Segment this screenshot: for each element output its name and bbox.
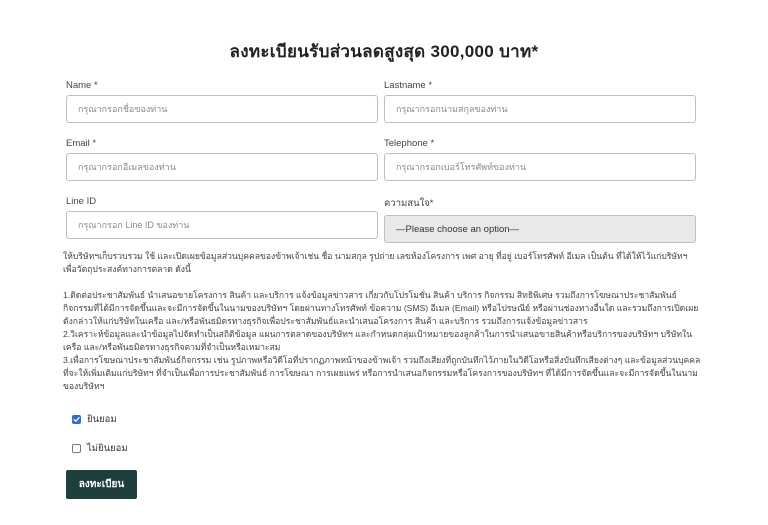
- lastname-field-group: [384, 80, 696, 123]
- disagree-option[interactable]: [72, 441, 128, 456]
- telephone-field-group: [384, 138, 696, 181]
- lastname-input[interactable]: กรุณากรอกนามสกุลของท่าน: [384, 95, 696, 123]
- line-id-label: Line ID: [66, 196, 97, 207]
- email-label: Email *: [66, 138, 97, 149]
- agree-checkbox[interactable]: [72, 415, 81, 424]
- line-id-field-group: [66, 196, 378, 239]
- email-field-group: [66, 138, 378, 181]
- name-label: Name *: [66, 80, 98, 91]
- line-id-input[interactable]: กรุณากรอก Line ID ของท่าน: [66, 211, 378, 239]
- email-input[interactable]: กรุณากรอกอีเมลของท่าน: [66, 153, 378, 181]
- register-button[interactable]: ลงทะเบียน: [66, 470, 137, 499]
- consent-item-2: 2.วิเคราะห์ข้อมูลและนำข้อมูลไปจัดทำเป็นสถิติข้อมูล แผนการตลาดของบริษัทฯ และกำหนดกลุ่มเป้าหมายของลูกค้าในการนำเสนอขายสินค้าหรือบริการของบริษัทฯ บริษัทในเครือ และ/หรือพันธมิตรทางธุรกิจตามที่จำเป็นหรือเหมาะสม: [63, 329, 693, 352]
- disagree-checkbox[interactable]: [72, 444, 81, 453]
- disagree-label: ไม่ยินยอม: [87, 443, 128, 454]
- name-field-group: [66, 80, 378, 123]
- consent-intro: [63, 250, 703, 276]
- interest-select[interactable]: —Please choose an option—: [384, 215, 696, 243]
- interest-label: ความสนใจ*: [384, 198, 434, 209]
- consent-list: [63, 289, 703, 393]
- telephone-input[interactable]: กรุณากรอกเบอร์โทรศัพท์ของท่าน: [384, 153, 696, 181]
- interest-field-group: [384, 196, 696, 243]
- check-icon: [73, 416, 80, 423]
- consent-intro-text: ให้บริษัทฯเก็บรวบรวม ใช้ และเปิดเผยข้อมูลส่วนบุคคลของข้าพเจ้าเช่น ชื่อ นามสกุล รูปถ่าย เลขห้องโครงการ เพศ อายุ ที่อยู่ เบอร์โทรศัพท์ อีเมล เป็นต้น ที่ได้ให้ไว้แก่บริษัทฯ เพื่อวัตถุประสงค์ทางการตลาด ดังนี้: [63, 251, 688, 274]
- consent-item-1: 1.ติดต่อประชาสัมพันธ์ นำเสนอขายโครงการ สินค้า และบริการ แจ้งข้อมูลข่าวสาร เกี่ยวกับโปรโมชั่น สินค้า บริการ กิจกรรม สิทธิพิเศษ รวมถึงการโฆษณาประชาสัมพันธ์กิจกรรมที่ได้มีการจัดขึ้นและจะมีการจัดขึ้นในนามของบริษัทฯ โดยผ่านทางโทรศัพท์ ข้อความ (SMS) อีเมล (Email) หรือไปรษณีย์ หรือผ่านช่องทางอื่นใด และรวมถึงการเปิดเผยดังกล่าวให้แก่บริษัทในเครือ และ/หรือพันธมิตรทางธุรกิจเพื่อประชาสัมพันธ์และนำเสนอโครงการ สินค้า และบริการ รวมถึงการแจ้งข้อมูลข่าวสาร: [63, 290, 699, 326]
- agree-option[interactable]: [72, 412, 117, 427]
- page-title: ลงทะเบียนรับส่วนลดสูงสุด 300,000 บาท*: [229, 42, 539, 61]
- lastname-label: Lastname *: [384, 80, 433, 91]
- agree-label: ยินยอม: [87, 414, 117, 425]
- telephone-label: Telephone *: [384, 138, 435, 149]
- consent-item-3: 3.เพื่อการโฆษณาประชาสัมพันธ์กิจกรรม เช่น รูปภาพหรือวิดีโอที่ปรากฏภาพหน้าของข้าพเจ้า รวมถึงเสียงที่ถูกบันทึกไว้ภายในวิดีโอหรือสิ่งบันทึกเสียงต่างๆ และข้อมูลส่วนบุคคลที่จะให้เพิ่มเติมแก่บริษัทฯ ที่จำเป็นเพื่อการประชาสัมพันธ์ การโฆษณา การเผยแพร่ หรือการนำเสนอกิจกรรมหรือโครงการของบริษัทฯ ที่ได้มีการจัดขึ้นและจะมีการจัดขึ้นในนามของบริษัทฯ: [63, 355, 701, 391]
- name-input[interactable]: กรุณากรอกชื่อของท่าน: [66, 95, 378, 123]
